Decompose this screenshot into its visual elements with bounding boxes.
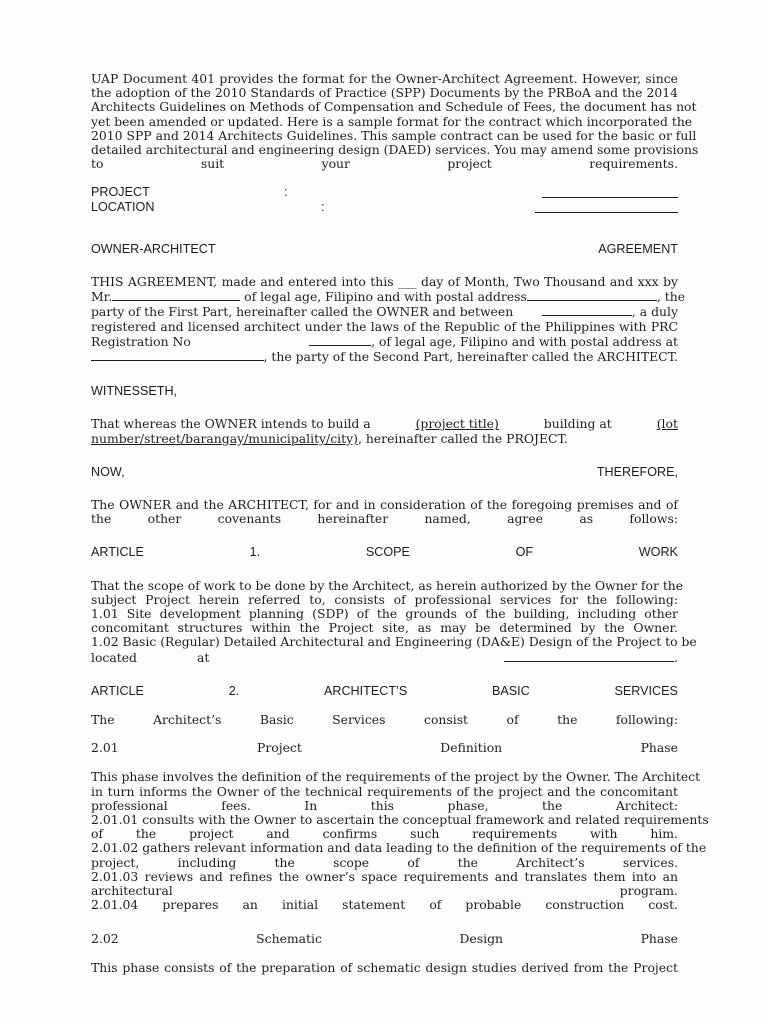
agreement-line: , the party of the Second Part, hereinafter called the ARCHITECT. [91,349,678,364]
basic-services-line: The Architect’s Basic Services consist of the following: [91,712,678,728]
intro-line: 2010 SPP and 2014 Architects Guidelines. This sample contract can be used for the basic or full [91,127,697,143]
project-title-placeholder: (project title) [415,416,499,432]
phase-line: 2.01.04 prepares an initial statement of probable construction cost. [91,897,678,913]
agreement-line: Mr. of legal age, Filipino and with postal address , the [91,289,686,305]
phase-2-02-text: This phase consists of the preparation of schematic design studies derived from the Project [91,959,678,975]
whereas-paragraph [91,417,678,445]
project-label: PROJECT [91,185,150,200]
phase-2-02-heading: 2.02 Schematic Design Phase [91,930,678,946]
consideration-line: the other covenants hereinafter named, agree as follows: [91,511,678,527]
lot-address-placeholder: number/street/barangay/municipality/city) [91,430,358,446]
phase-line: architectural program. [91,883,678,899]
phase-2-01-heading: 2.01 Project Definition Phase [91,740,678,756]
witnesseth: WITNESSETH, [91,384,178,399]
phase-line: of the project and confirms such requirements with him. [91,826,678,842]
location-blank[interactable] [535,201,678,213]
phase-2-01-text [91,769,709,913]
whereas-line: number/street/barangay/municipality/city), hereinafter called the PROJECT. [91,430,568,446]
phase-line: project, including the scope of the Architect’s services. [91,854,678,870]
architect-name-blank[interactable] [542,304,632,316]
scope-line: 1.01 Site development planning (SDP) of the grounds of the building, including other [91,606,678,622]
phase-line: This phase involves the definition of the requirements of the project by the Owner. The Architect [91,769,701,785]
scope-line: subject Project herein referred to, consists of professional services for the following: [91,591,678,607]
scope-line: located at . [91,649,678,665]
article-1-heading: ARTICLE 1. SCOPE OF WORK [91,545,678,560]
article-2-heading: ARTICLE 2. ARCHITECT’S BASIC SERVICES [91,683,678,698]
scope-paragraph [91,577,697,665]
project-row [91,185,678,199]
architect-address-blank[interactable] [91,349,264,361]
agreement-line: Registration No , of legal age, Filipino and with postal address at [91,333,678,349]
project-location-block [91,185,678,213]
location-colon: : [321,199,325,214]
phase-line: 2.01.03 reviews and refines the owner’s space requirements and translates them into an [91,868,678,884]
intro-line: UAP Document 401 provides the format for the Owner-Architect Agreement. However, since [91,71,678,86]
project-colon: : [284,185,288,200]
owner-address-blank[interactable] [527,289,657,301]
location-row [91,200,678,214]
agreement-line: party of the First Part, hereinafter called the OWNER and between , a duly [91,304,678,320]
document-body [91,71,709,989]
scope-line: That the scope of work to be done by the Architect, as herein authorized by the Owner for the [91,577,684,593]
agreement-paragraph [91,274,686,365]
phase-line: 2.01.02 gathers relevant information and data leading to the definition of the requirements of the [91,840,707,856]
location-label: LOCATION [91,199,155,214]
phase-line: in turn informs the Owner of the technical requirements of the project and the concomitant [91,783,678,799]
agreement-line: registered and licensed architect under the laws of the Republic of the Philippines with PRC [91,318,678,334]
intro-line: detailed architectural and engineering design (DAED) services. You may amend some provisions [91,142,699,158]
scope-line: 1.02 Basic (Regular) Detailed Architectural and Engineering (DA&E) Design of the Project to be [91,634,697,650]
project-site-blank[interactable] [504,650,674,662]
owner-name-blank[interactable] [112,289,240,301]
intro-line: yet been amended or updated. Here is a sample format for the contract which incorporated the [91,113,693,129]
agreement-title [91,242,678,256]
intro-last-line: to suit your project requirements. [91,156,678,172]
phase-line: 2.01.01 consults with the Owner to ascertain the conceptual framework and related requirements [91,812,709,828]
intro-line: the adoption of the 2010 Standards of Practice (SPP) Documents by the PRBoA and the 2014 [91,85,678,101]
consideration-line: The OWNER and the ARCHITECT, for and in consideration of the foregoing premises and of [91,497,678,513]
intro-line: Architects Guidelines on Methods of Compensation and Schedule of Fees, the document has not [91,99,697,115]
prc-number-blank[interactable] [309,334,371,346]
consideration-paragraph [91,498,678,526]
title-right: AGREEMENT [598,241,678,256]
agreement-line: THIS AGREEMENT, made and entered into this ___ day of Month, Two Thousand and xxx by [91,274,678,289]
scope-line: concomitant structures within the Project site, as may be determined by the Owner. [91,620,678,636]
project-blank[interactable] [542,186,678,198]
whereas-line: That whereas the OWNER intends to build a (project title) building at (lot [91,416,678,432]
now-therefore: NOW, THEREFORE, [91,464,678,479]
title-left: OWNER-ARCHITECT [91,241,216,256]
intro-paragraph [91,71,699,172]
phase-line: professional fees. In this phase, the Architect: [91,797,678,813]
